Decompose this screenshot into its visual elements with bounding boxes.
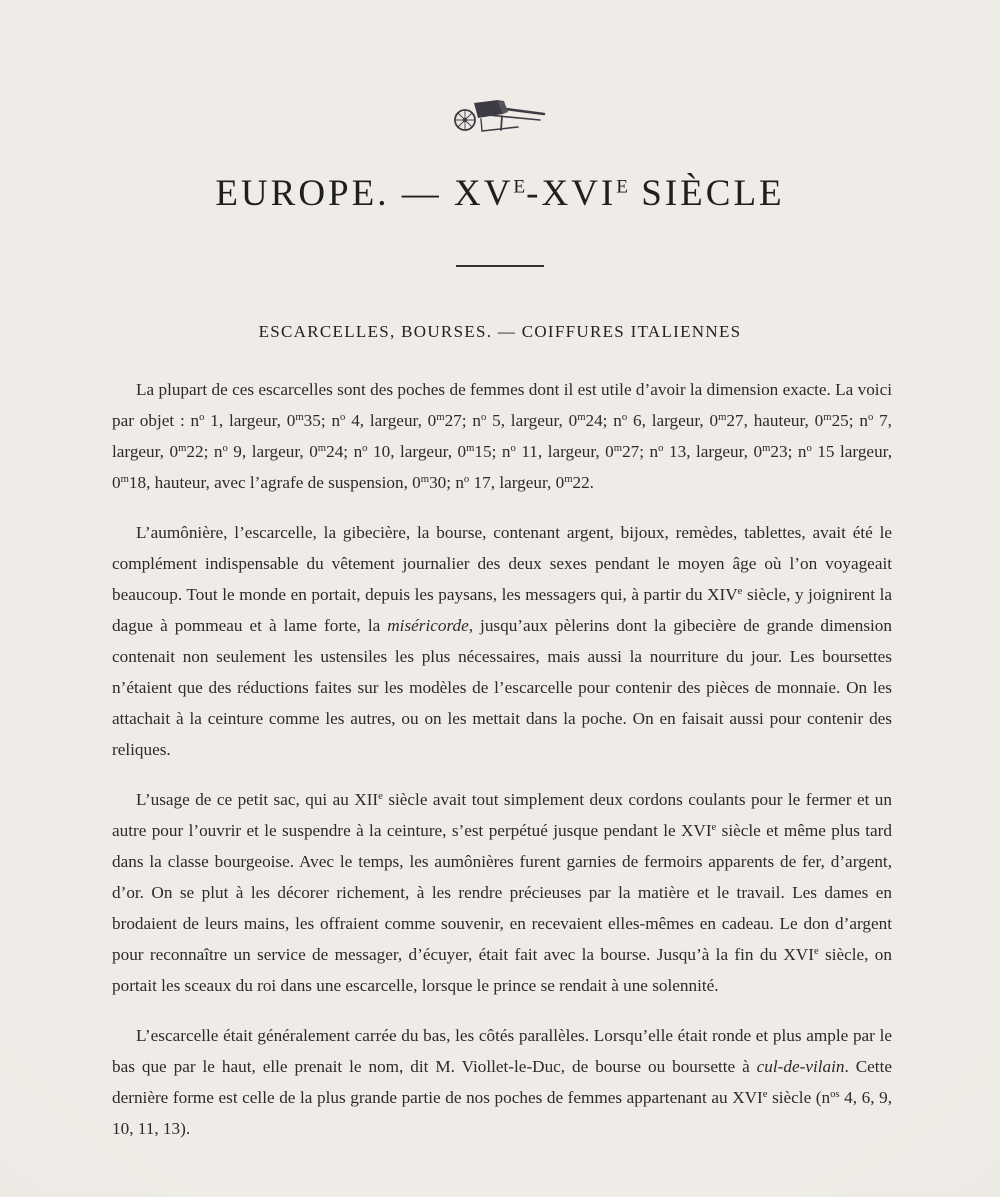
- paragraph-usage: L’usage de ce petit sac, qui au XIIe siècle avait tout simplement deux cordons coulants pour le fermer et un autre pour l’ouvrir et le suspendre à la ceinture, s’est perpétué jusque pendant le XVIe siècle et même plus tard dans la classe bourgeoise. Avec le temps, les aumônières furent garnies de fermoirs apparents de fer, d’argent, d’or. On se plut à les décorer richement, à les rendre précieuses par la matière et le travail. Les dames en brodaient de leurs mains, les offraient comme souvenir, en recevaient elles-mêmes en cadeau. Le don d’argent pour reconnaître un service de messager, d’écuyer, était fait avec la bourse. Jusqu’à la fin du XVIe siècle, on portait les sceaux du roi dans une escarcelle, lorsque le prince se rendait à une solennité.: [112, 790, 892, 995]
- page-subtitle: ESCARCELLES, BOURSES. — COIFFURES ITALIENNES: [258, 322, 742, 341]
- wheelbarrow-ornament-icon: [448, 94, 552, 140]
- paragraph-forme: L’escarcelle était généralement carrée du bas, les côtés parallèles. Lorsqu’elle était ronde et plus ample par le bas que par le haut, elle prenait le nom, dit M. Viollet-le-Duc, de bourse ou boursette à cul-de-vilain. Cette dernière forme est celle de la plus grande partie de nos poches de femmes appartenant au XVIe siècle ($n^{os}$ 4, 6, 9, 10, 11, 13).: [112, 1026, 892, 1138]
- body-text: [112, 374, 892, 1163]
- paragraph-dimensions: La plupart de ces escarcelles sont des poches de femmes dont il est utile d’avoir la dimension exacte. La voici par objet : $n^o$ 1, largeur, 0$^m$35; $n^o$ 4, largeur, 0$^m$27; $n^o$ 5, largeur, 0$^m$24; $n^o$ 6, largeur, 0$^m$27, hauteur, 0$^m$25; $n^o$ 7, largeur, 0$^m$22; $n^o$ 9, largeur, 0$^m$24; $n^o$ 10, largeur, 0$^m$15; $n^o$ 11, largeur, 0$^m$27; $n^o$ 13, largeur, 0$^m$23; $n^o$ 15 largeur, 0$^m$18, hauteur, avec l’agrafe de suspension, 0$^m$30; $n^o$ 17, largeur, 0$^m$22.: [112, 380, 892, 492]
- title-divider: [456, 265, 544, 267]
- paragraph-aumoniere: L’aumônière, l’escarcelle, la gibecière, la bourse, contenant argent, bijoux, remèdes, tablettes, avait été le complément indispensable du vêtement journalier des deux sexes pendant le moyen âge où l’on voyageait beaucoup. Tout le monde en portait, depuis les paysans, les messagers qui, à partir du XIVe siècle, y joignirent la dague à pommeau et à lame forte, la miséricorde, jusqu’aux pèlerins dont la gibecière de grande dimension contenait non seulement les ustensiles les plus nécessaires, mais aussi la nourriture du jour. Les boursettes n’étaient que des réductions faites sur les modèles de l’escarcelle pour contenir des pièces de monnaie. On les attachait à la ceinture comme les autres, ou on les mettait dans la poche. On en faisait aussi pour contenir des reliques.: [112, 523, 892, 759]
- page-title: EUROPE. — $XV^E-XVI^E$ SIÈCLE: [215, 173, 785, 214]
